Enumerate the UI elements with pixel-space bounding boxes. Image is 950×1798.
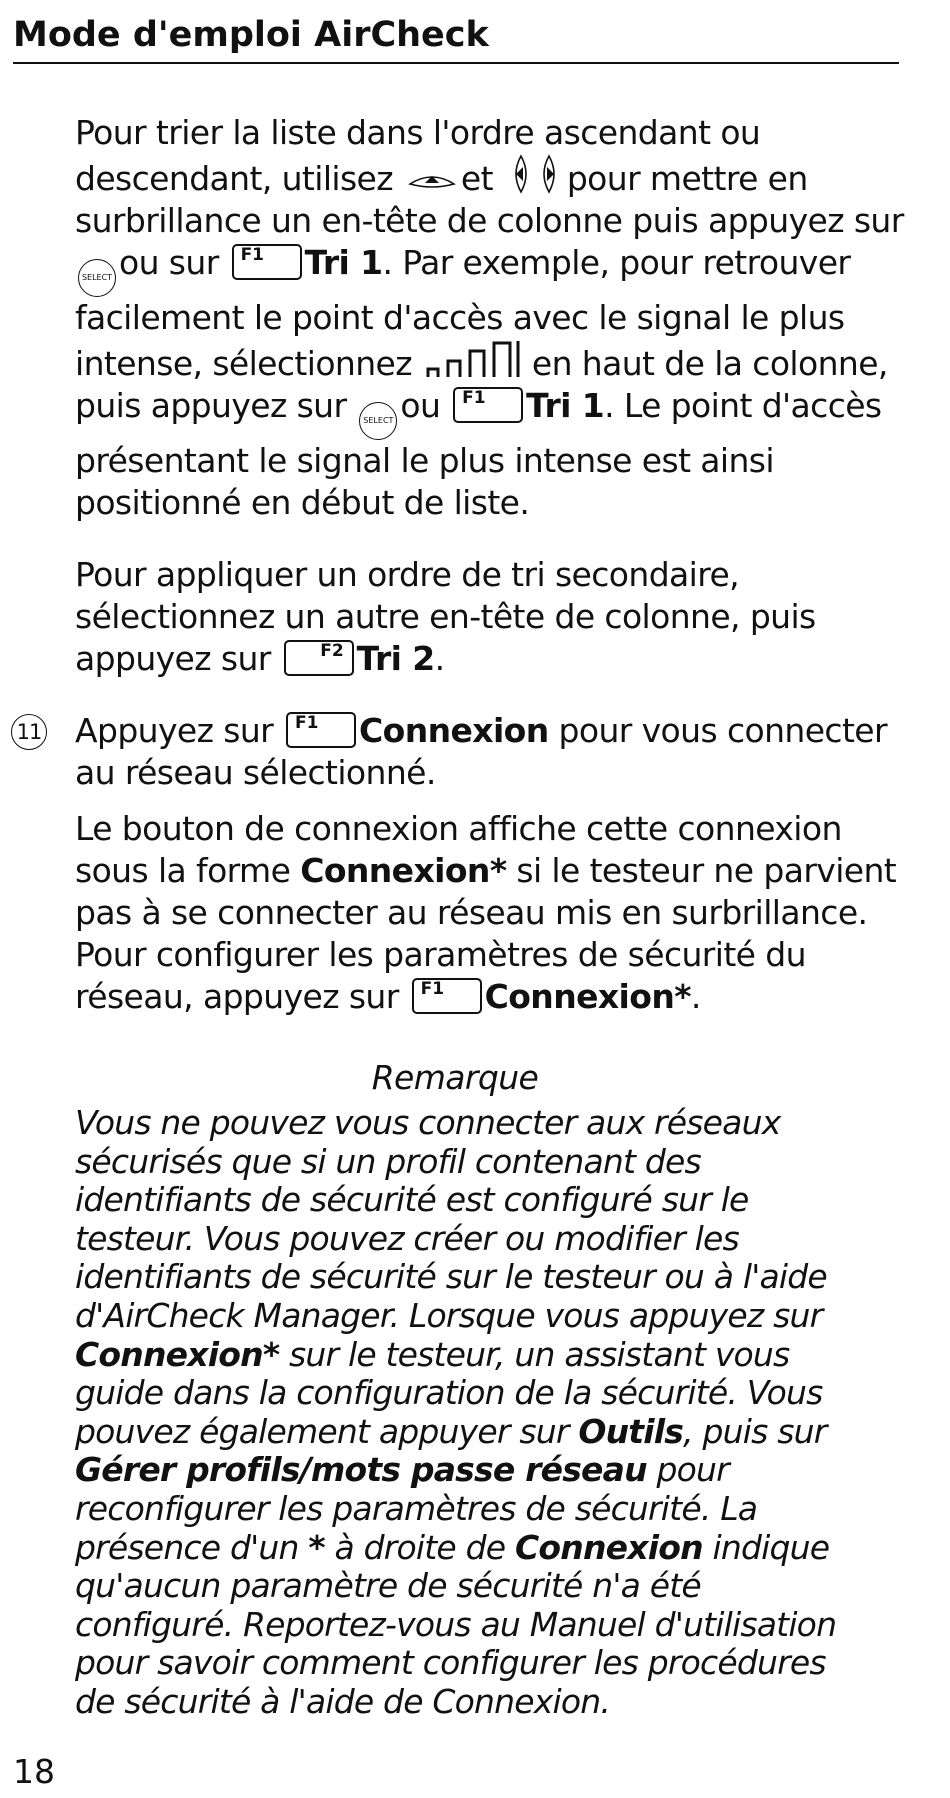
bold-text: Tri 1	[526, 386, 605, 425]
bold-text: Outils	[578, 1411, 684, 1451]
text: indique qu'aucun paramètre de sécurité n'a été configuré. Reportez-vous au Manuel d'utilisation pour savoir comment configurer les procédures de sécurité à l'aide de Connexion.	[75, 1527, 837, 1721]
connection-paragraph	[75, 808, 905, 1018]
key-label: F1	[295, 713, 319, 733]
step-11	[16, 710, 905, 794]
text: pour mettre en surbrillance un en-tête de colonne puis appuyez sur	[75, 159, 904, 240]
bold-text: Tri 1	[304, 243, 383, 282]
remark-body	[75, 1104, 865, 1722]
secondary-sort-paragraph	[75, 554, 905, 680]
text: Appuyez sur	[75, 711, 274, 750]
bold-text: Connexion	[514, 1527, 703, 1567]
f1-key-icon	[453, 387, 523, 423]
bold-text: Connexion*	[300, 851, 507, 890]
select-key-icon: SELECT	[359, 402, 397, 440]
page-number: 18	[13, 1752, 55, 1791]
text: Pour trier la liste dans l'ordre ascendant ou descendant, utilisez	[75, 113, 761, 198]
key-label: F1	[240, 245, 265, 265]
text: et	[460, 159, 493, 198]
text: sur le testeur, un assistant vous guide dans la configuration de la sécurité. Vous pouvez également appuyer sur	[75, 1334, 823, 1451]
f2-key-icon	[284, 640, 354, 676]
text: ou	[400, 386, 441, 425]
key-label: F1	[420, 979, 445, 999]
f1-key-icon	[232, 244, 302, 280]
sort-paragraph	[75, 112, 905, 524]
page-header: Mode d'emploi AirCheck	[13, 12, 899, 64]
bold-text: Tri 2	[356, 639, 435, 678]
select-key-icon: SELECT	[78, 259, 116, 297]
text: .	[690, 977, 701, 1016]
text: à droite de	[334, 1527, 506, 1567]
text: .	[434, 639, 445, 678]
text: . Par exemple, pour retrouver facilement le point d'accès avec le signal le plus intense, sélectionnez	[75, 243, 851, 383]
signal-strength-icon	[424, 339, 530, 379]
key-label: F1	[462, 388, 486, 408]
bold-text: Connexion*	[75, 1334, 280, 1374]
left-right-arrows-icon	[507, 154, 563, 194]
bold-text: Gérer profils/mots passe réseau	[75, 1450, 647, 1490]
f1-key-icon	[412, 978, 482, 1014]
text: si le testeur ne parvient pas à se connecter au réseau mis en surbrillance. Pour configurer les paramètres de sécurité du réseau, appuyez sur	[75, 851, 897, 1016]
text: en haut de la colonne, puis appuyez sur	[75, 344, 888, 425]
text: Vous ne pouvez vous connecter aux réseaux sécurisés que si un profil contenant des identifiants de sécurité est configuré sur le testeur. Vous pouvez créer ou modifier les identifiants de sécurité sur le testeur ou à l'aide d'AirCheck Manager. Lorsque vous appuyez sur	[75, 1103, 827, 1335]
page-content	[16, 112, 905, 1722]
text: Le bouton de connexion affiche cette connexion sous la forme	[75, 809, 842, 890]
bold-text: *	[308, 1527, 325, 1567]
text: pour reconfigurer les paramètres de sécurité. La présence d'un	[75, 1450, 758, 1567]
f1-key-icon	[286, 712, 356, 748]
text: Pour appliquer un ordre de tri secondaire, sélectionnez un autre en-tête de colonne, puis appuyez sur	[75, 555, 816, 678]
step-number-icon: 11	[11, 714, 47, 750]
key-label: F2	[320, 641, 344, 661]
remark-title: Remarque	[371, 1058, 539, 1097]
text: , puis sur	[683, 1411, 827, 1451]
text: . Le point d'accès présentant le signal le plus intense est ainsi positionné en début de liste.	[75, 386, 882, 522]
up-arrow-icon	[407, 168, 457, 194]
bold-text: Connexion*	[484, 977, 691, 1016]
text: ou sur	[119, 243, 219, 282]
bold-text: Connexion	[359, 711, 549, 750]
text: pour vous connecter au réseau sélectionné.	[75, 711, 887, 792]
